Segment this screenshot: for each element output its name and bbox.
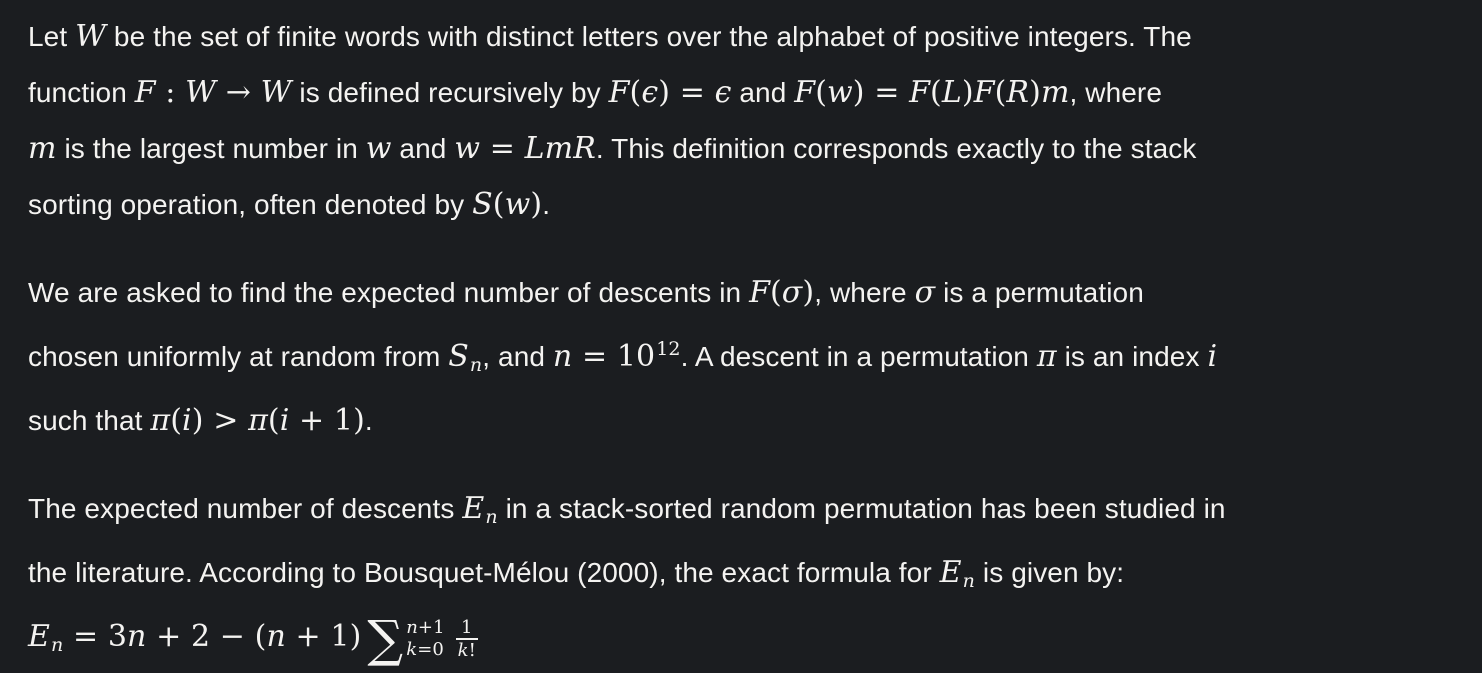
math-upright: ! — [468, 639, 476, 661]
math-italic: n — [266, 619, 286, 654]
math-upright: ( — [815, 75, 827, 110]
math-italic: n — [552, 339, 573, 374]
text-run: chosen uniformly at random from — [28, 341, 449, 372]
math-upright: ( — [629, 75, 642, 110]
math-run — [454, 131, 596, 166]
math-upright: ( — [170, 403, 183, 438]
math-upright: = — [480, 131, 525, 166]
math-run — [150, 403, 365, 438]
math-italic: w — [827, 75, 853, 110]
math-italic: F — [794, 75, 816, 110]
math-italic: i — [1207, 339, 1218, 374]
text-run: is given by: — [975, 557, 1125, 588]
math-upright: ) > — [191, 403, 249, 438]
math-run — [794, 75, 1069, 110]
text-run: . — [364, 405, 373, 436]
math-italic: S — [472, 187, 493, 222]
text-run: is defined recursively by — [291, 77, 609, 108]
text-run: . This definition corresponds exactly to the stack — [595, 133, 1197, 164]
text-run: function — [28, 77, 135, 108]
math-upright: : — [155, 75, 186, 110]
paragraph-1 — [28, 9, 1454, 233]
math-run — [75, 19, 106, 54]
text-run: , and — [482, 341, 553, 372]
text-run: and — [391, 133, 455, 164]
math-italic: W — [260, 75, 292, 110]
math-run — [940, 555, 962, 590]
text-run: , where — [814, 277, 915, 308]
numerator — [456, 617, 478, 640]
math-italic: σ — [914, 275, 936, 310]
math-run — [1037, 339, 1057, 374]
math-upright: = 3 — [63, 619, 128, 654]
summation-symbol — [367, 609, 445, 668]
math-italic: LmR — [524, 131, 596, 166]
math-upright: ( — [769, 275, 782, 310]
math-subscript — [470, 354, 482, 376]
math-run — [472, 187, 542, 222]
math-italic: F — [134, 75, 156, 110]
math-run — [462, 491, 484, 526]
math-italic: n — [406, 617, 418, 639]
math-upright: 1 — [461, 616, 473, 638]
math-italic: ϵ — [641, 75, 659, 110]
math-upright: ( — [930, 75, 942, 110]
math-upright: +1 — [417, 617, 445, 639]
sigma-icon: ∑ — [367, 609, 404, 668]
text-run: is a permutation — [935, 277, 1144, 308]
text-run: Let — [28, 21, 76, 52]
math-upright: → — [216, 75, 261, 110]
math-italic: n — [127, 619, 147, 654]
math-italic: S — [448, 339, 469, 374]
text-run: sorting operation, often denoted by — [28, 189, 473, 220]
text-run: be the set of finite words with distinct letters over the alphabet of positive integers. The — [106, 21, 1192, 52]
math-italic: ϵ — [714, 75, 732, 110]
math-run — [553, 339, 655, 374]
math-upright: = 10 — [572, 339, 656, 374]
math-italic: π — [1036, 339, 1057, 374]
math-run — [135, 75, 292, 110]
math-run — [63, 619, 361, 654]
math-italic: n — [962, 570, 976, 592]
math-italic: π — [248, 403, 268, 438]
math-run — [749, 275, 814, 310]
math-subscript — [963, 570, 975, 592]
lower-limit — [406, 640, 444, 659]
math-run — [609, 75, 732, 110]
denominator — [456, 640, 478, 661]
math-italic: σ — [781, 275, 803, 310]
math-italic: n — [485, 506, 498, 528]
paragraph-3 — [28, 481, 1454, 673]
upper-limit — [406, 618, 444, 637]
math-run — [28, 131, 57, 166]
text-run: . — [542, 189, 551, 220]
text-run: We are asked to find the expected number of descents in — [28, 277, 750, 308]
math-italic: k — [457, 639, 469, 661]
math-upright: ) — [1029, 75, 1041, 110]
math-upright: ) = — [658, 75, 715, 110]
math-italic: F — [973, 75, 995, 110]
math-italic: n — [469, 354, 483, 376]
math-run — [28, 619, 50, 654]
text-run: in a stack-sorted random permutation has been studied in — [497, 493, 1226, 524]
math-run — [366, 131, 392, 166]
math-italic: i — [182, 403, 192, 438]
math-italic: W — [185, 75, 217, 110]
math-italic: F — [608, 75, 630, 110]
math-upright: =0 — [417, 639, 444, 661]
text-run: such that — [28, 405, 151, 436]
text-run: The expected number of descents — [28, 493, 463, 524]
text-run: and — [731, 77, 795, 108]
math-italic: R — [1006, 75, 1030, 110]
math-italic: E — [939, 555, 962, 590]
math-upright: ) — [802, 275, 815, 310]
math-italic: n — [51, 634, 64, 656]
math-italic: i — [279, 403, 290, 438]
math-superscript — [656, 338, 680, 360]
math-italic: E — [28, 619, 50, 654]
math-subscript — [51, 634, 63, 656]
math-italic: π — [150, 403, 171, 438]
math-upright: + 1) — [285, 619, 362, 654]
math-italic: W — [75, 19, 107, 54]
text-run: the literature. According to Bousquet-Mélou (2000), the exact formula for — [28, 557, 940, 588]
text-run: , where — [1069, 77, 1163, 108]
text-run: is an index — [1056, 341, 1208, 372]
math-italic: w — [504, 187, 531, 222]
summation-limits — [406, 618, 444, 659]
math-upright: ( — [994, 75, 1007, 110]
math-italic: F — [749, 275, 770, 310]
math-upright: ) — [961, 75, 974, 110]
math-upright: 12 — [656, 338, 681, 360]
math-italic: m — [1040, 75, 1070, 110]
fraction — [456, 617, 478, 661]
math-italic: E — [462, 491, 485, 526]
math-italic: m — [28, 131, 57, 166]
math-subscript — [485, 506, 497, 528]
math-italic: F — [909, 75, 931, 110]
math-upright: ( — [267, 403, 280, 438]
math-run — [915, 275, 936, 310]
paragraph-2 — [28, 265, 1454, 449]
math-italic: L — [941, 75, 962, 110]
math-italic: w — [454, 131, 481, 166]
text-run: is the largest number in — [56, 133, 366, 164]
math-run — [448, 339, 469, 374]
math-upright: ) = — [852, 75, 910, 110]
math-upright: + 1) — [289, 403, 365, 438]
math-upright: ( — [492, 187, 505, 222]
math-italic: k — [406, 639, 418, 661]
math-run — [1207, 339, 1217, 374]
math-upright: ) — [530, 187, 543, 222]
text-run: . A descent in a permutation — [680, 341, 1037, 372]
math-italic: w — [365, 131, 392, 166]
math-upright: + 2 − ( — [146, 619, 267, 654]
